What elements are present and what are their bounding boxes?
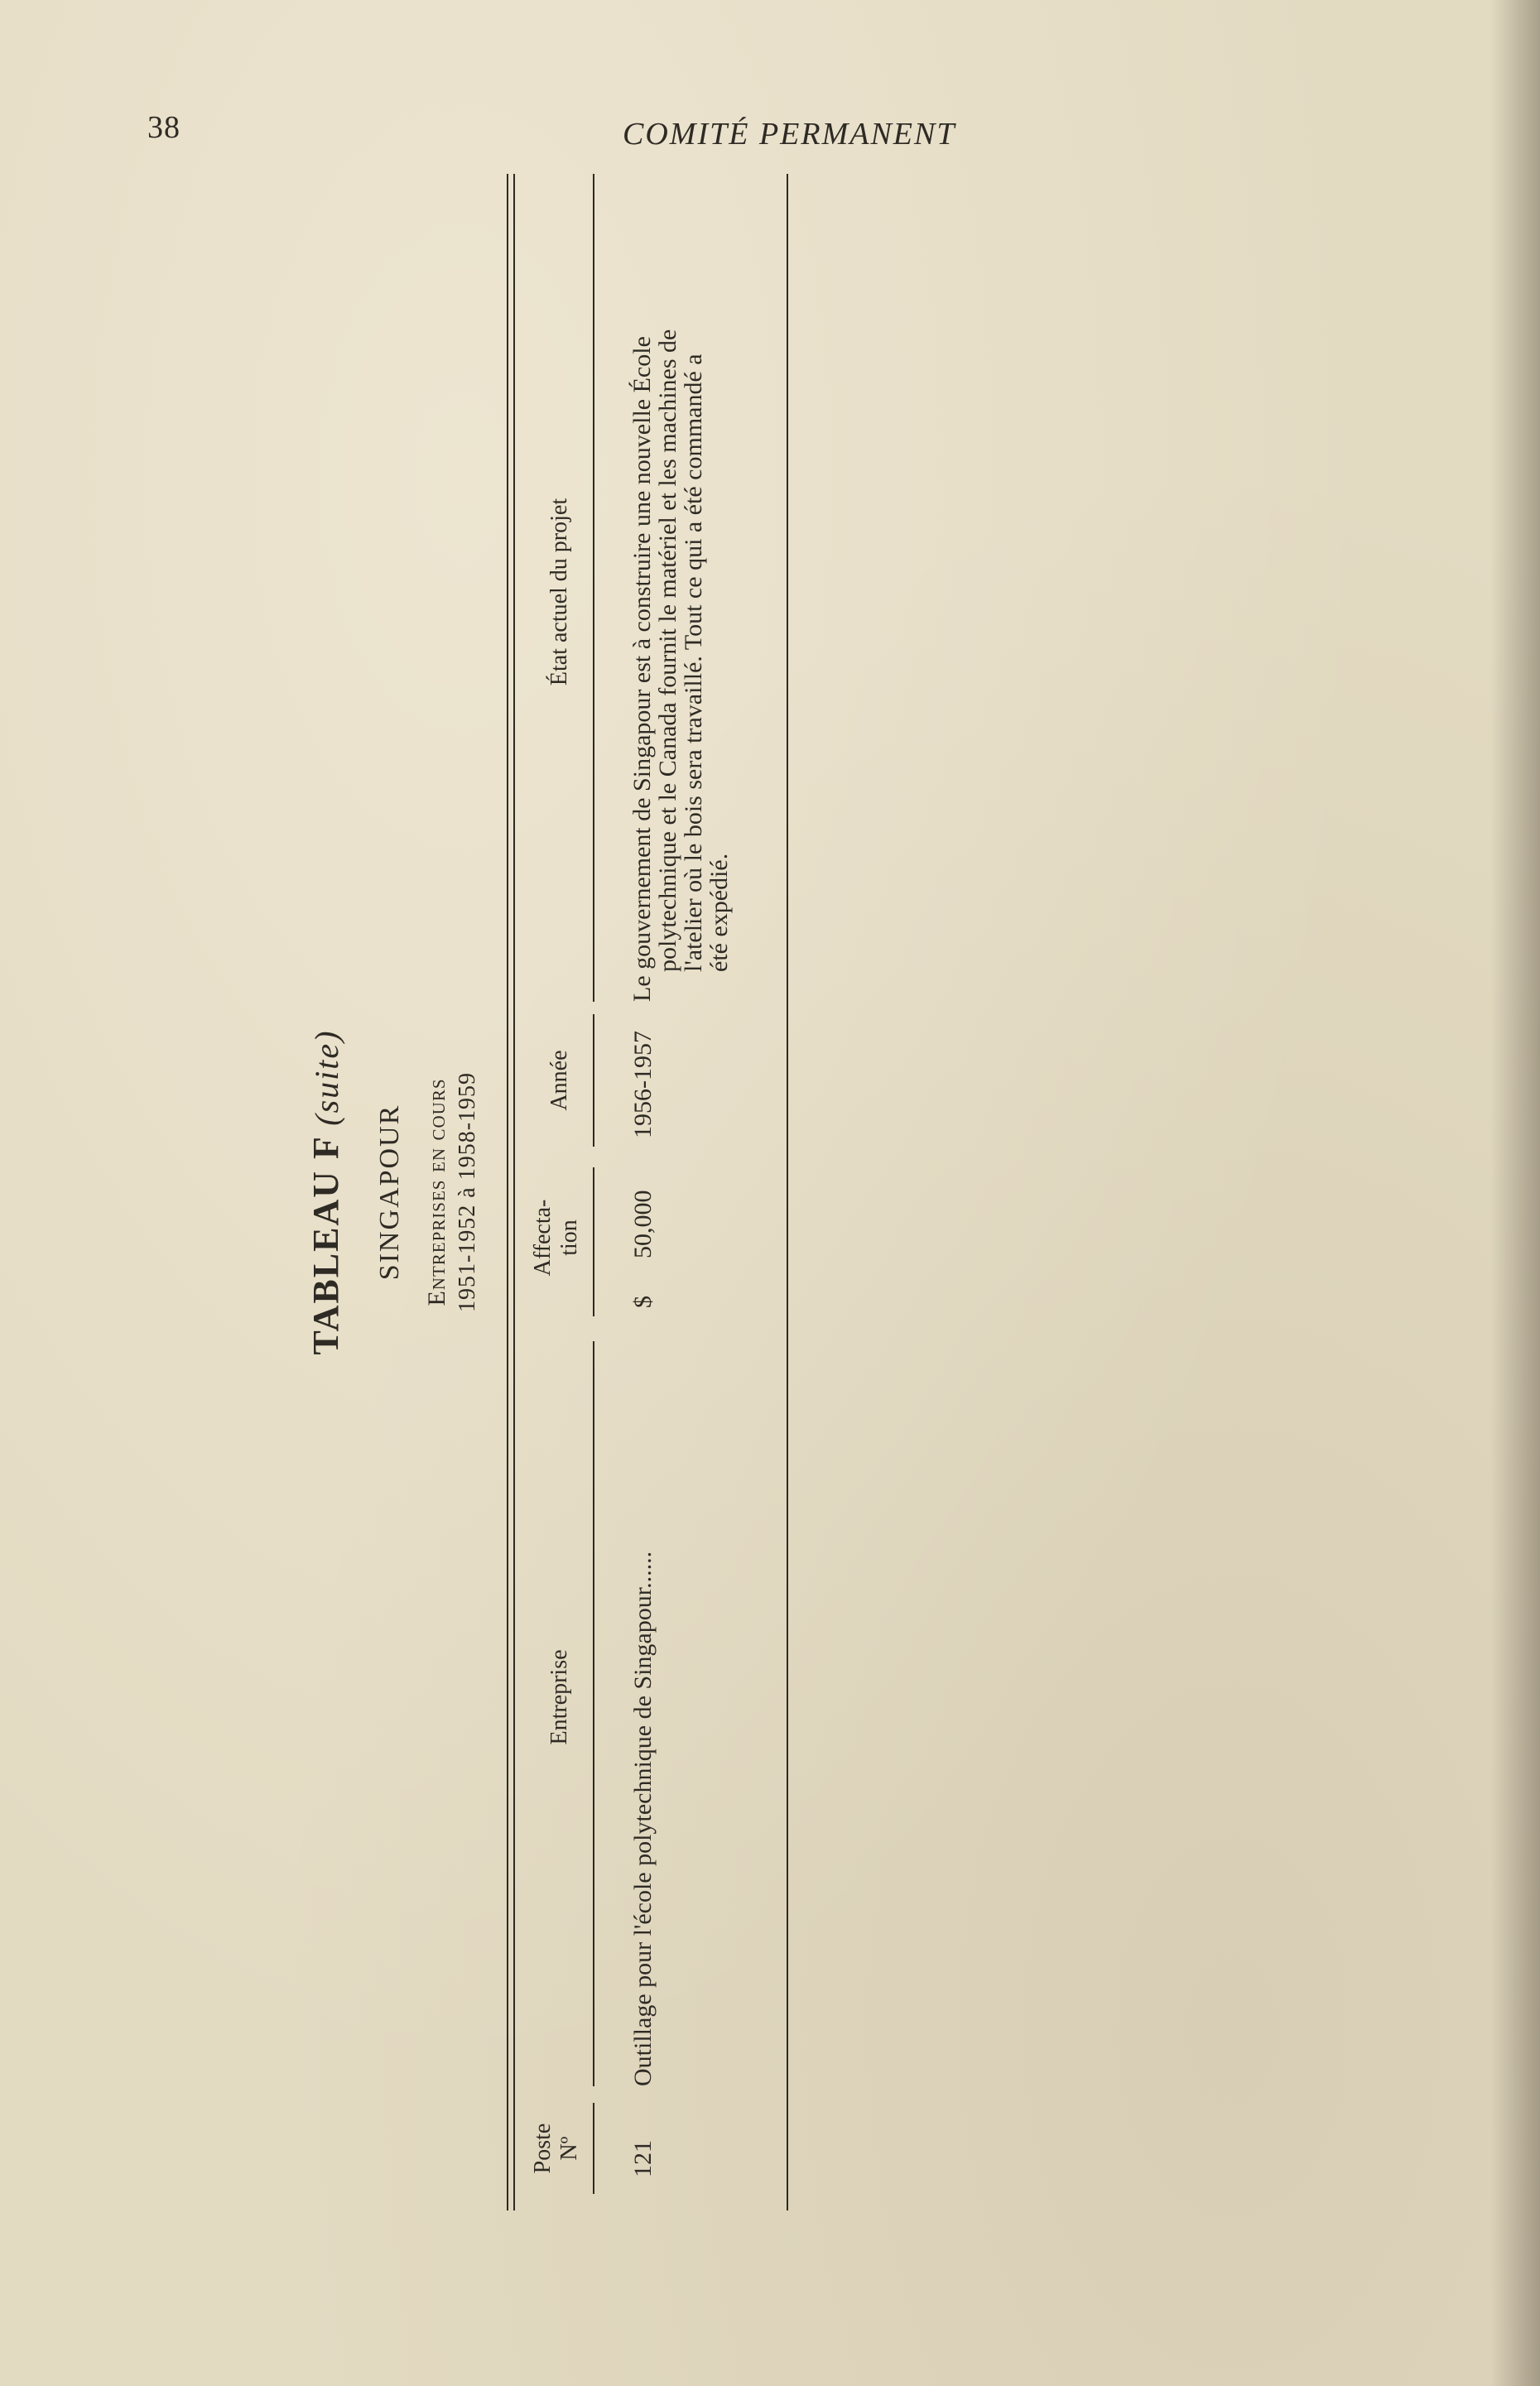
header-affectation-line2: tion: [556, 1219, 582, 1256]
header-affectation: [530, 1167, 583, 1308]
row-annee: 1956-1957: [629, 1031, 657, 1138]
header-entreprise: Entreprise: [546, 1649, 572, 1745]
page-number: 38: [147, 110, 180, 145]
row-poste: 121: [629, 2140, 657, 2177]
etat-line-3: l'atelier où le bois sera travaillé. Tout ce qui a été commandé a: [680, 354, 707, 972]
row-entreprise: Outillage pour l'école polytechnique de Singapour......: [629, 1551, 657, 2086]
header-rule-annee: [593, 1014, 594, 1147]
table-top-rule-1: [507, 174, 508, 2210]
header-poste-line1: Poste: [530, 2123, 556, 2174]
row-affectation: 50,000: [629, 1190, 657, 1258]
header-rule-entreprise: [593, 1341, 594, 2086]
header-annee: Année: [546, 1050, 572, 1111]
table-title-suffix: (suite): [308, 1029, 345, 1126]
country-heading: SINGAPOUR: [374, 1104, 405, 1281]
subheading-line-2: 1951-1952 à 1958-1959: [455, 1071, 480, 1313]
header-rule-poste: [593, 2103, 594, 2194]
table-bottom-rule: [787, 174, 788, 2210]
table-title-text: TABLEAU F: [306, 1136, 346, 1355]
header-etat: État actuel du projet: [546, 498, 572, 686]
header-affectation-line1: Affecta-: [530, 1199, 556, 1277]
row-currency: $: [629, 1296, 657, 1308]
subheading-line-1: Entreprises en cours: [423, 1078, 450, 1306]
running-head: COMITÉ PERMANENT: [623, 117, 956, 152]
header-poste: [530, 2103, 583, 2194]
etat-line-2: polytechnique et le Canada fournit le matériel et les machines de: [654, 329, 681, 972]
table-container: [290, 174, 1134, 2210]
rotated-table-region: [290, 174, 1134, 2210]
etat-line-1: Le gouvernement de Singapour est à construire une nouvelle École: [628, 336, 656, 1002]
header-rule-affectation: [593, 1167, 594, 1316]
header-poste-line2: Nº: [556, 2136, 582, 2161]
etat-line-4: été expédié.: [705, 853, 733, 972]
table-top-rule-2: [513, 174, 515, 2210]
row-etat-text: [629, 174, 732, 1002]
header-rule-etat: [593, 174, 594, 1002]
table-title: [305, 174, 347, 2210]
page-edge-shadow: [1490, 0, 1540, 2386]
table-subheading: [422, 174, 483, 2210]
